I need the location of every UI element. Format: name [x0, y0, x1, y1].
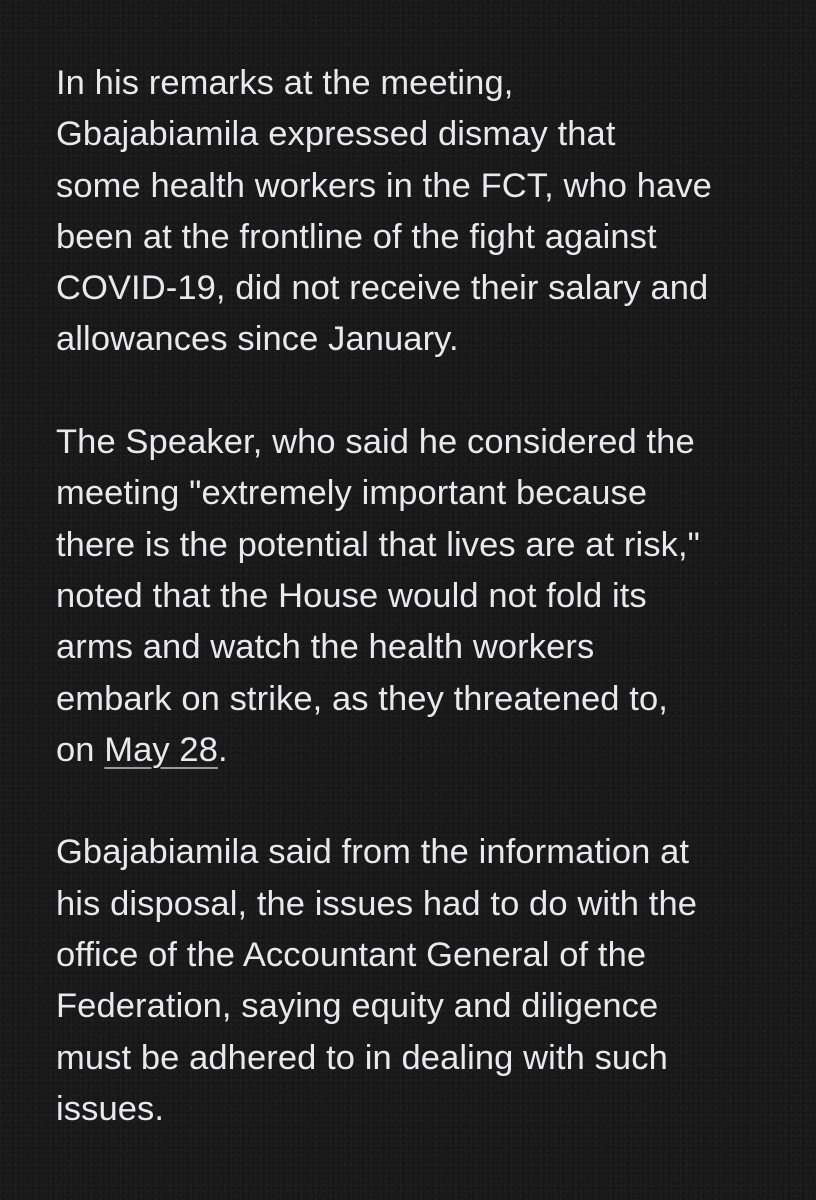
- text-line: embark on strike, as they threatened to,: [56, 679, 668, 718]
- text-line: The Speaker, who said he considered the: [56, 423, 695, 462]
- text-line: Gbajabiamila expressed dismay that: [56, 115, 616, 154]
- text-line: In his remarks at the meeting,: [56, 64, 514, 102]
- text-line: Gbajabiamila said from the information at: [56, 833, 690, 872]
- text-line: been at the frontline of the fight against: [56, 217, 657, 256]
- text-line: arms and watch the health workers: [56, 628, 595, 667]
- text-line-with-date: [56, 725, 776, 776]
- text-line: office of the Accountant General of the: [56, 936, 647, 975]
- text-line: Federation, saying equity and diligence: [56, 987, 659, 1026]
- text-line: some health workers in the FCT, who have: [56, 166, 712, 205]
- note-body[interactable]: [56, 58, 776, 1187]
- text-line: his disposal, the issues had to do with the: [56, 884, 698, 923]
- text-line: there is the potential that lives are at risk,": [56, 525, 701, 564]
- text-line: allowances since January.: [56, 320, 459, 359]
- text-fragment: on: [56, 730, 105, 769]
- text-line: COVID-19, did not receive their salary and: [56, 269, 709, 308]
- date-link[interactable]: May 28: [104, 730, 219, 769]
- text-line: issues.: [56, 1089, 165, 1128]
- text-line: must be adhered to in dealing with such: [56, 1038, 668, 1077]
- paragraph-2: [56, 417, 776, 776]
- paragraph-3: [56, 827, 776, 1135]
- text-line: noted that the House would not fold its: [56, 576, 647, 615]
- paragraph-1: [56, 58, 776, 366]
- text-line: meeting "extremely important because: [56, 474, 648, 513]
- text-fragment: .: [218, 730, 228, 769]
